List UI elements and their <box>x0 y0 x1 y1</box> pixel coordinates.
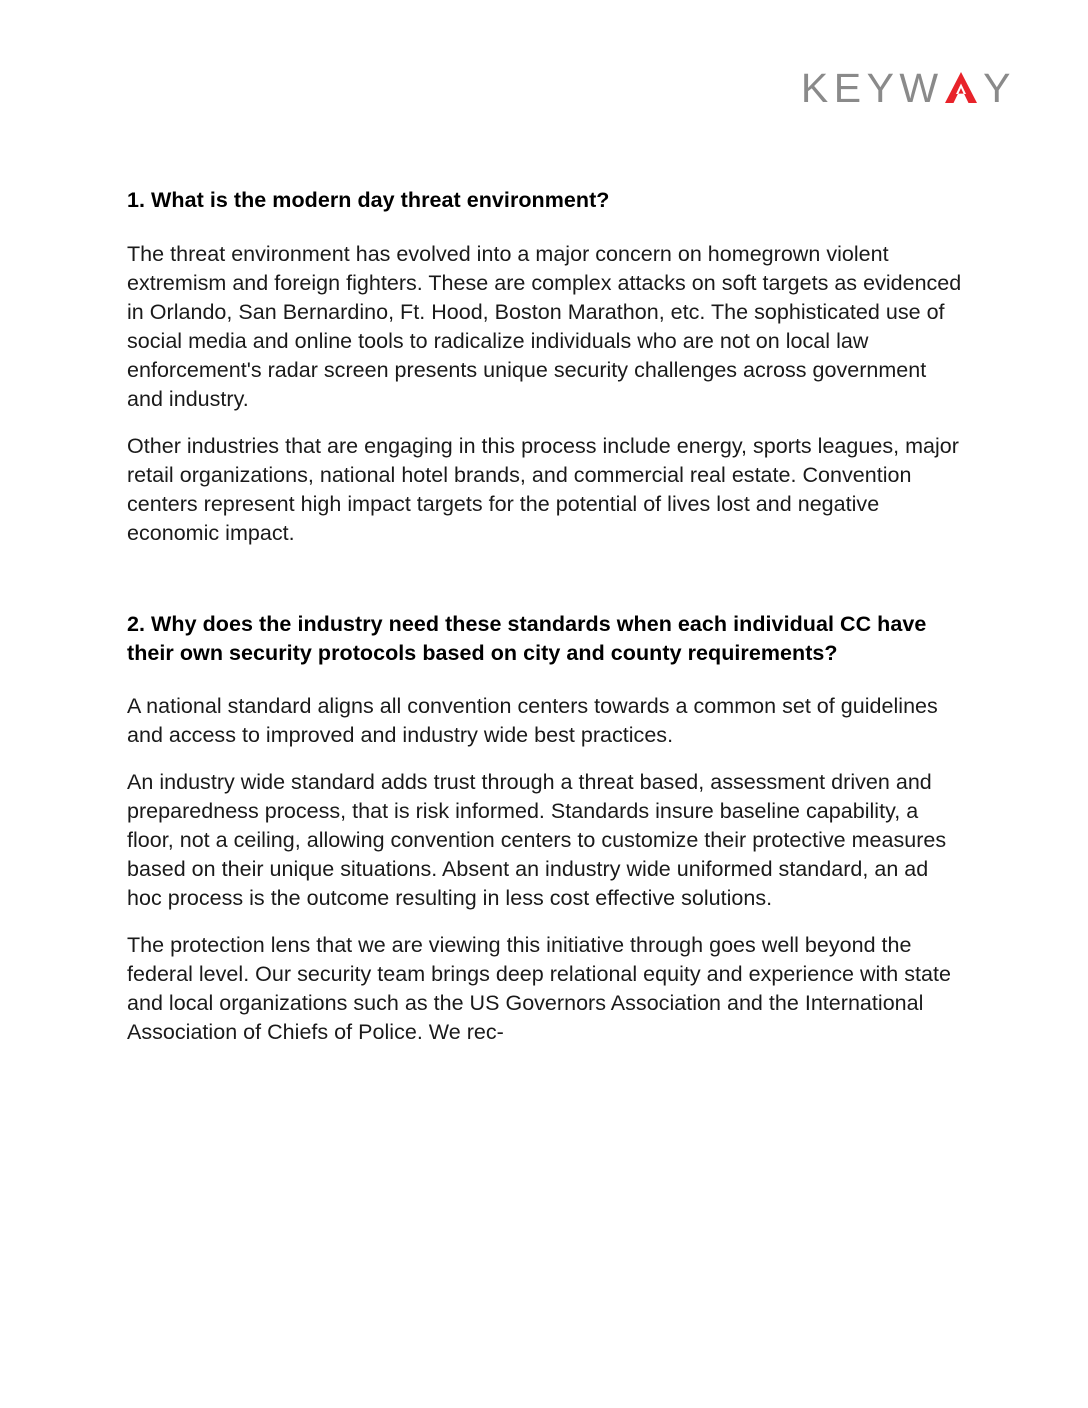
faq-paragraph: A national standard aligns all convention centers towards a common set of guidelines and access to improved and industry wide best practices. <box>127 694 938 747</box>
faq-section-1 <box>127 186 963 548</box>
faq-paragraph: An industry wide standard adds trust through a threat based, assessment driven and preparedness process, that is risk informed. Standards insure baseline capability, a floor, not a ceiling, allowing convention centers to customize their protective measures based on their unique situations. Absent an industry wide uniformed standard, an ad hoc process is the outcome resulting in less cost effective solutions. <box>127 770 947 910</box>
faq-paragraph: The threat environment has evolved into a major concern on homegrown violent extremism and foreign fighters. These are complex attacks on soft targets as evidenced in Orlando, San Bernardino, Ft. Hood, Boston Marathon, etc. The sophisticated use of social media and online tools to radicalize individuals who are not on local law enforcement's radar screen presents unique security challenges across government and industry. <box>127 242 962 411</box>
faq-question-heading-1: 1. What is the modern day threat environment? <box>127 188 610 212</box>
faq-section-2 <box>127 610 963 1047</box>
keyway-logo <box>800 65 1016 111</box>
document-body <box>127 186 963 1047</box>
faq-question-heading-2: 2. Why does the industry need these standards when each individual CC have their own security protocols based on city and county requirements? <box>127 612 927 665</box>
faq-paragraph: Other industries that are engaging in this process include energy, sports leagues, major retail organizations, national hotel brands, and commercial real estate. Convention centers represent high impact targets for the potential of lives lost and negative economic impact. <box>127 434 959 545</box>
logo-text-after: Y <box>983 65 1016 111</box>
logo-text-before: KEYW <box>800 65 944 111</box>
logo-mark-a-icon <box>944 72 978 103</box>
faq-paragraph: The protection lens that we are viewing this initiative through goes well beyond the federal level. Our security team brings deep relational equity and experience with state and local organizations such as the US Governors Association and the International Association of Chiefs of Police. We rec- <box>127 933 951 1044</box>
page-header <box>0 0 1088 150</box>
